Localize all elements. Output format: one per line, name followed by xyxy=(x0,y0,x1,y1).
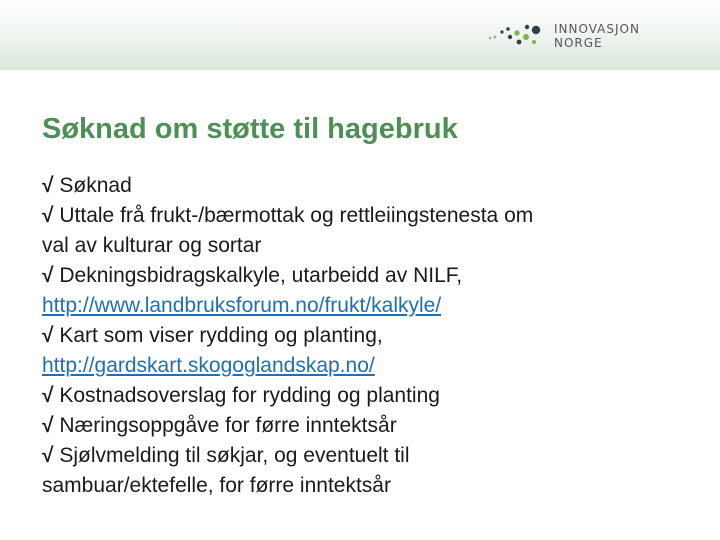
list-item-link-row xyxy=(42,351,682,381)
checklist xyxy=(42,171,682,501)
list-item-text: Søknad xyxy=(59,174,132,197)
list-item-text: Næringsoppgåve for førre inntektsår xyxy=(59,414,397,437)
list-item xyxy=(42,411,682,441)
list-item xyxy=(42,261,682,291)
list-item-text: Uttale frå frukt-/bærmottak og rettleiingstenesta om xyxy=(59,204,534,227)
slide-title: Søknad om støtte til hagebruk xyxy=(42,113,458,145)
list-item xyxy=(42,201,682,231)
list-item-link-row xyxy=(42,291,682,321)
check-icon: √ xyxy=(42,264,54,287)
innovasjon-norge-logo xyxy=(484,18,684,54)
list-item-continuation: val av kulturar og sortar xyxy=(42,234,262,257)
list-item xyxy=(42,441,682,471)
check-icon: √ xyxy=(42,444,54,467)
gardskart-link[interactable]: http://gardskart.skogoglandskap.no/ xyxy=(42,354,375,377)
list-item xyxy=(42,171,682,201)
logo-wordmark xyxy=(554,22,640,50)
logo-dots-icon xyxy=(484,18,550,52)
logo-line-1: INNOVASJON xyxy=(554,22,640,36)
check-icon: √ xyxy=(42,414,54,437)
list-item-text: Kostnadsoverslag for rydding og planting xyxy=(59,384,440,407)
list-item-continuation: sambuar/ektefelle, for førre inntektsår xyxy=(42,474,391,497)
check-icon: √ xyxy=(42,384,54,407)
list-item-text: Sjølvmelding til søkjar, og eventuelt til xyxy=(59,444,410,467)
check-icon: √ xyxy=(42,174,54,197)
check-icon: √ xyxy=(42,324,54,347)
list-item-text: Dekningsbidragskalkyle, utarbeidd av NILF, xyxy=(59,264,463,287)
list-item xyxy=(42,321,682,351)
list-item-text: Kart som viser rydding og planting, xyxy=(59,324,383,347)
list-item xyxy=(42,381,682,411)
check-icon: √ xyxy=(42,204,54,227)
kalkyle-link[interactable]: http://www.landbruksforum.no/frukt/kalkyle/ xyxy=(42,294,442,317)
logo-line-2: NORGE xyxy=(554,36,603,50)
